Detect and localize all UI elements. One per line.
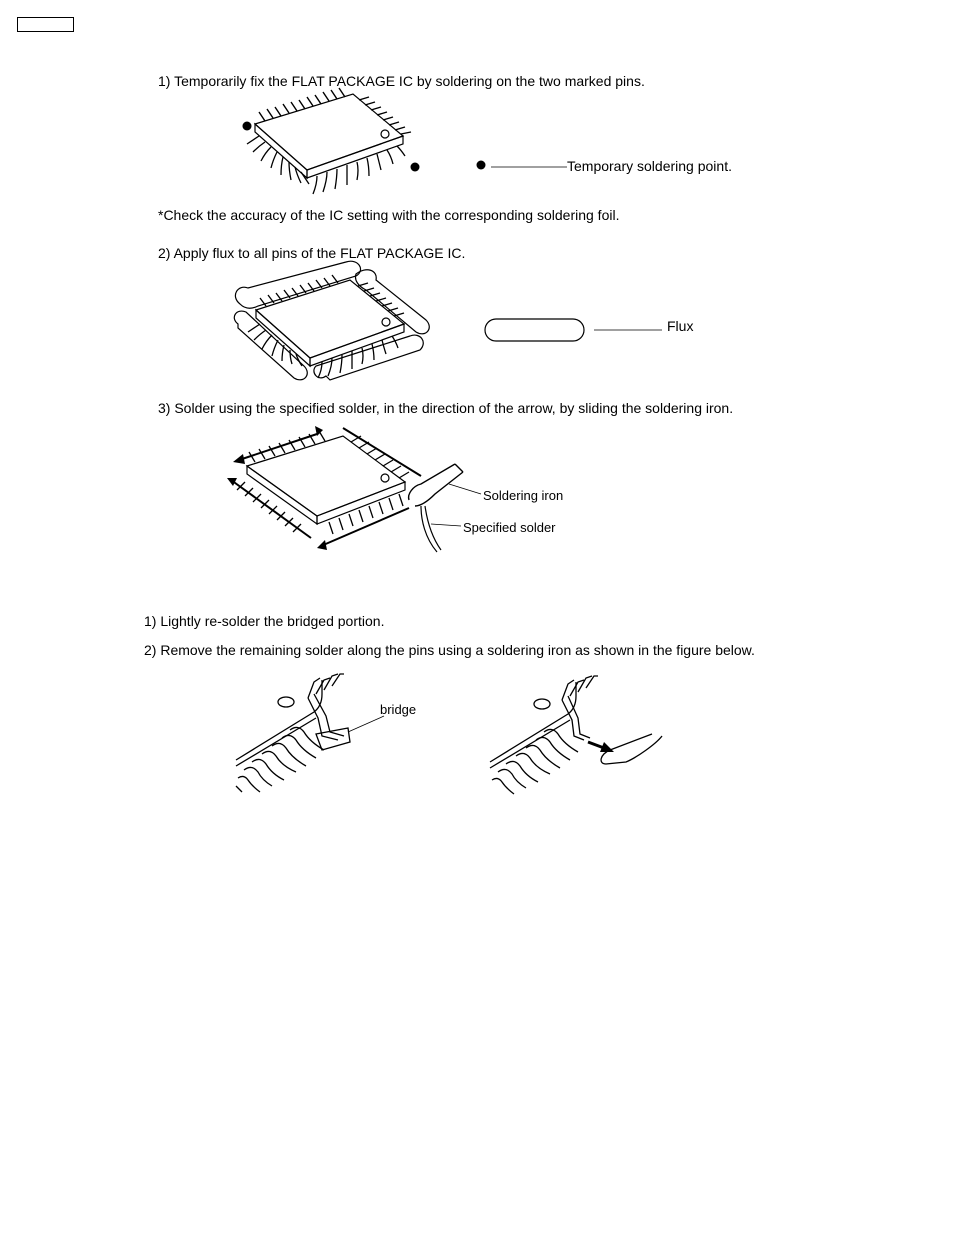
soldering-iron-label: Soldering iron <box>483 488 564 503</box>
temp-point-label: Temporary soldering point. <box>567 158 732 174</box>
bridge-label: bridge <box>380 702 417 717</box>
bridge-figure-left <box>232 676 432 796</box>
temp-point-legend-icon <box>475 159 567 171</box>
step-1-text: 1) Temporarily fix the FLAT PACKAGE IC by soldering on the two marked pins. <box>158 73 645 89</box>
specified-solder-label: Specified solder <box>463 520 556 535</box>
flux-legend-icon <box>484 318 664 342</box>
bridge-figure-right <box>486 678 686 798</box>
resolder-step-2-text: 2) Remove the remaining solder along the pins using a soldering iron as shown in the figure below. <box>144 642 755 658</box>
ic-figure-temporary-solder <box>235 92 435 204</box>
resolder-step-1-text: 1) Lightly re-solder the bridged portion. <box>144 613 385 629</box>
flux-label: Flux <box>667 318 694 334</box>
check-note-text: *Check the accuracy of the IC setting with the corresponding soldering foil. <box>158 207 620 223</box>
step-3-text: 3) Solder using the specified solder, in the direction of the arrow, by sliding the soldering iron. <box>158 400 734 416</box>
ic-figure-flux <box>230 266 430 391</box>
step-2-text: 2) Apply flux to all pins of the FLAT PACKAGE IC. <box>158 245 466 261</box>
header-box <box>17 17 74 32</box>
